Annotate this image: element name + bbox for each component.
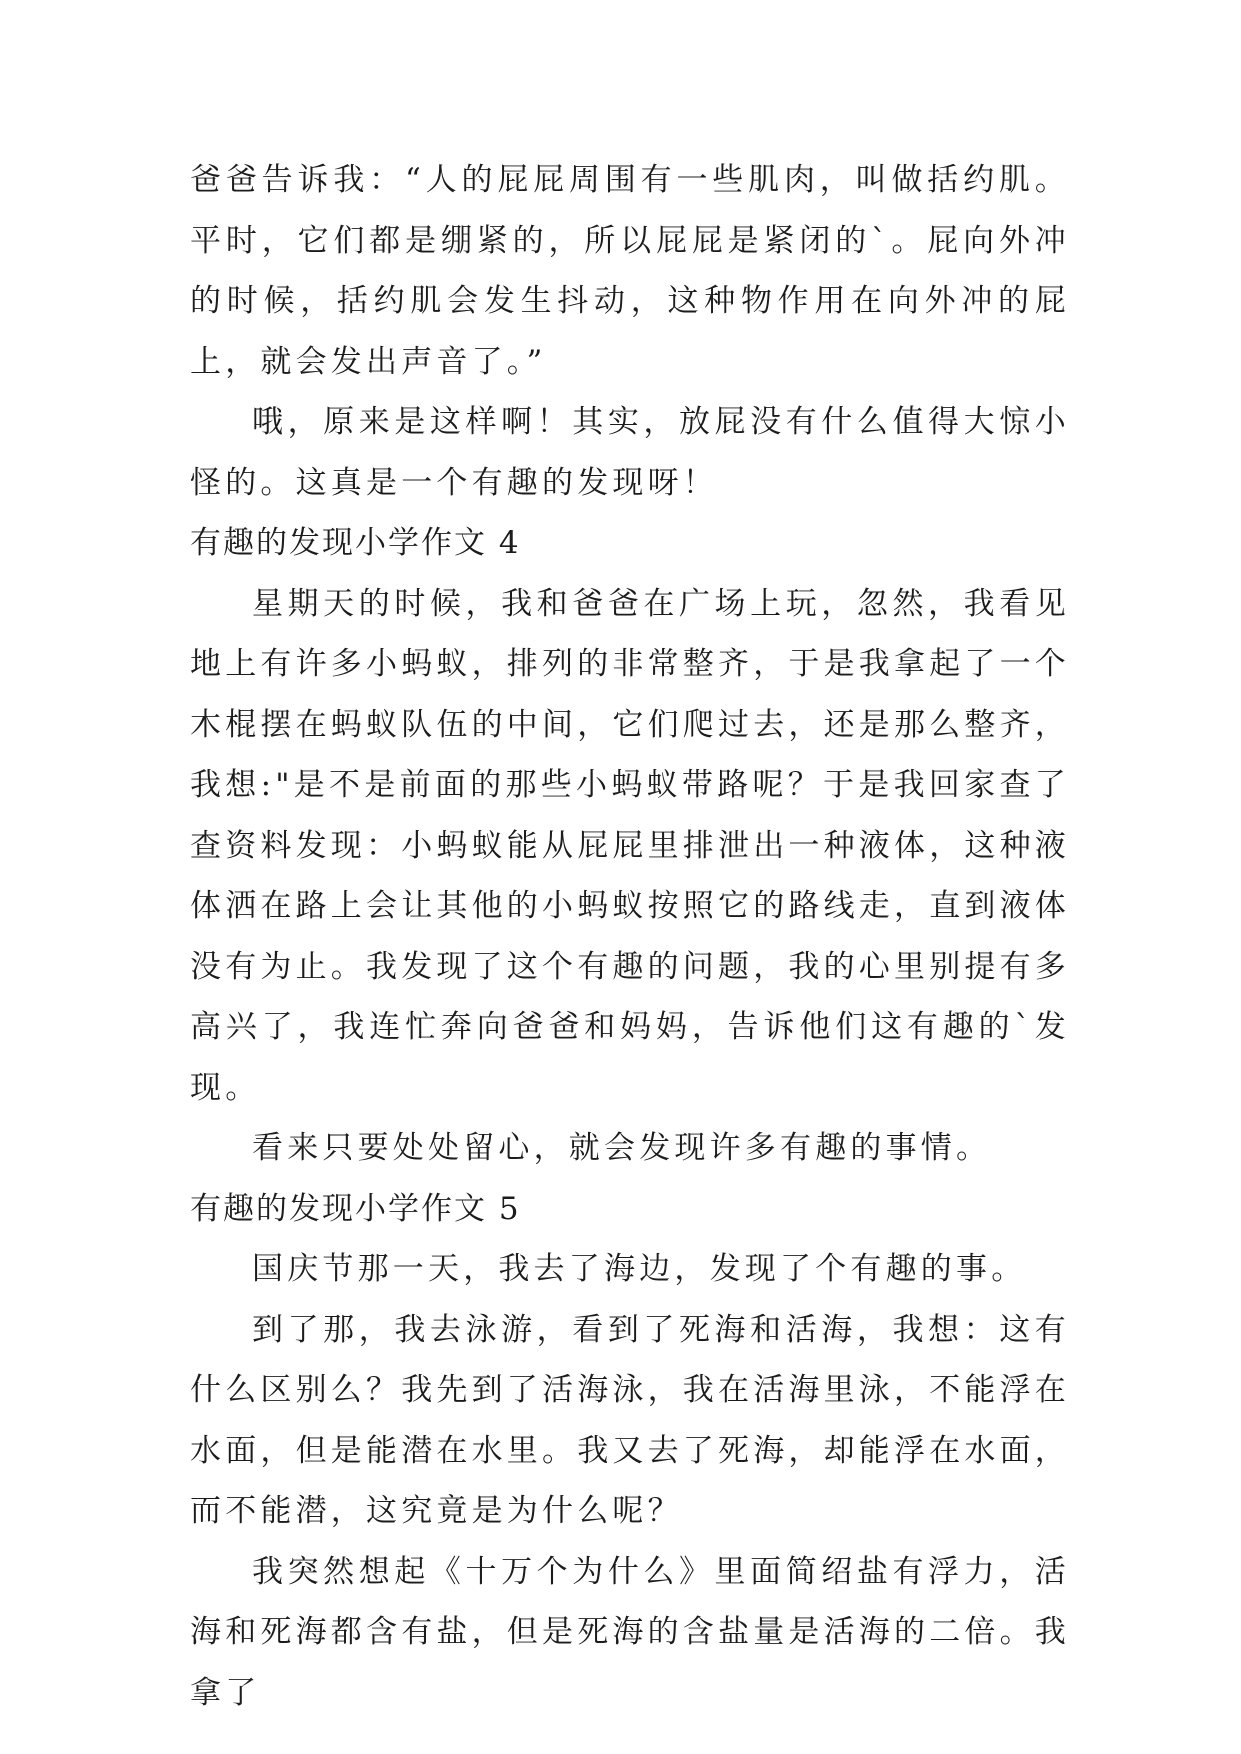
- paragraph: 到了那，我去泳游，看到了死海和活海，我想：这有什么区别么？我先到了活海泳，我在活海里泳，不能浮在水面，但是能潜在水里。我又去了死海，却能浮在水面，而不能潜，这究竟是为什么呢？: [190, 1311, 1070, 1529]
- paragraph: 星期天的时候，我和爸爸在广场上玩，忽然，我看见地上有许多小蚂蚁，排列的非常整齐，于是我拿起了一个木棍摆在蚂蚁队伍的中间，它们爬过去，还是那么整齐，我想:"是不是前面的那些小蚂蚁带路呢？于是我回家查了查资料发现：小蚂蚁能从屁屁里排泄出一种液体，这种液体洒在路上会让其他的小蚂蚁按照它的路线走，直到液体没有为止。我发现了这个有趣的问题，我的心里别提有多高兴了，我连忙奔向爸爸和妈妈，告诉他们这有趣的`发现。: [190, 585, 1070, 1106]
- paragraph: 国庆节那一天，我去了海边，发现了个有趣的事。: [252, 1251, 1027, 1287]
- paragraph: 我突然想起《十万个为什么》里面简绍盐有浮力，活海和死海都含有盐，但是死海的含盐量是活海的二倍。我拿了: [190, 1553, 1070, 1711]
- paragraph: 看来只要处处留心，就会发现许多有趣的事情。: [252, 1130, 992, 1166]
- section-heading: 有趣的发现小学作文 4: [190, 525, 521, 561]
- document-page: [190, 150, 1070, 1723]
- paragraph: 爸爸告诉我：“人的屁屁周围有一些肌肉，叫做括约肌。平时，它们都是绷紧的，所以屁屁是紧闭的`。屁向外冲的时候，括约肌会发生抖动，这种物作用在向外冲的屁上，就会发出声音了。”: [190, 162, 1070, 380]
- section-heading: 有趣的发现小学作文 5: [190, 1190, 521, 1227]
- paragraph: 哦，原来是这样啊！其实，放屁没有什么值得大惊小怪的。这真是一个有趣的发现呀！: [190, 404, 1070, 501]
